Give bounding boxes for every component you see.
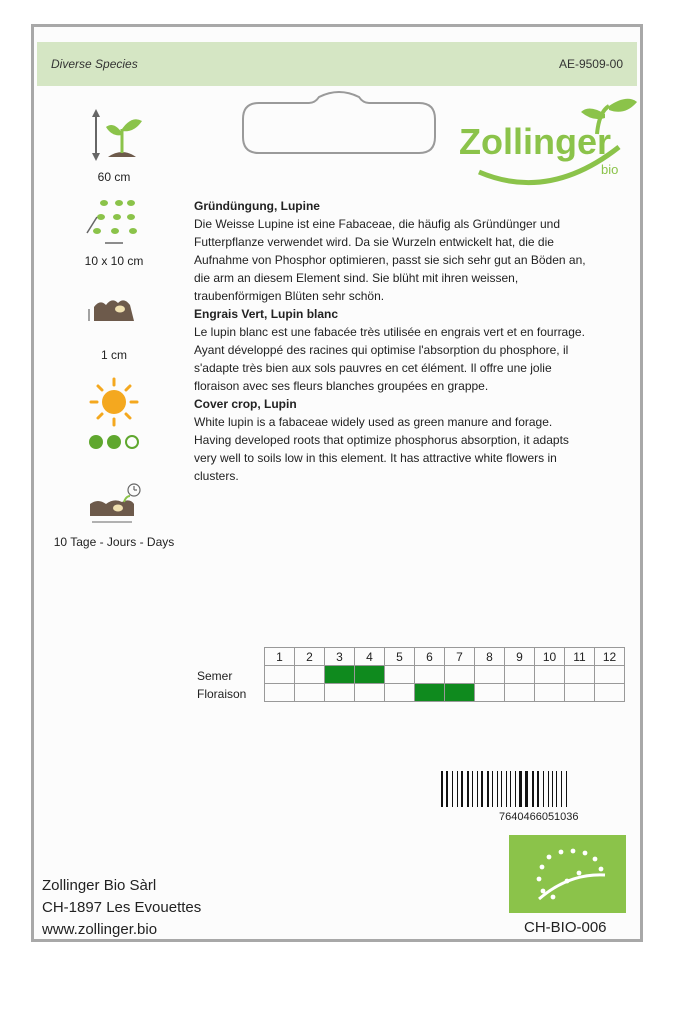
eu-leaf-stars-icon (509, 835, 626, 913)
calendar-cell (505, 684, 535, 702)
calendar-cell (445, 666, 475, 684)
barcode-bar (501, 771, 502, 807)
logo-brand-text: Zollinger (459, 121, 611, 162)
calendar-cell (535, 666, 565, 684)
barcode-bar (519, 771, 522, 807)
calendar-month-11: 11 (565, 648, 595, 666)
de-title: Gründüngung, Lupine (194, 199, 320, 213)
calendar-row-bloom (265, 684, 625, 702)
germination-block (44, 482, 184, 549)
barcode-bar (452, 771, 453, 807)
description (194, 197, 589, 485)
calendar-month-9: 9 (505, 648, 535, 666)
barcode-bar (492, 771, 493, 807)
calendar-month-6: 6 (415, 648, 445, 666)
calendar-cell (385, 684, 415, 702)
barcode-bar (510, 771, 511, 807)
calendar-cell (295, 684, 325, 702)
spacing-value: 10 x 10 cm (84, 254, 144, 268)
calendar-cell (475, 684, 505, 702)
barcode-number: 7640466051036 (499, 811, 579, 823)
barcode-bar (543, 771, 544, 807)
eu-organic-logo (509, 835, 626, 913)
barcode-bar (556, 771, 557, 807)
barcode-bar (477, 771, 478, 807)
calendar-cell (265, 684, 295, 702)
company-website[interactable]: www.zollinger.bio (42, 921, 158, 938)
seed-packet (31, 24, 643, 942)
zollinger-logo (459, 92, 639, 202)
company-address (42, 875, 201, 941)
fr-title: Engrais Vert, Lupin blanc (194, 307, 339, 321)
calendar-labels (197, 667, 246, 703)
calendar-month-3: 3 (325, 648, 355, 666)
logo-sub-text: bio (601, 162, 619, 177)
depth-block (54, 295, 174, 362)
barcode-bar (537, 771, 539, 807)
bio-certification-code: CH-BIO-006 (524, 919, 607, 936)
plant-spacing-icon (79, 197, 149, 249)
barcode-bar (457, 771, 458, 807)
barcode-bar (532, 771, 534, 807)
logo-sprout-icon (459, 92, 639, 202)
barcode-bar (552, 771, 553, 807)
row-label-sow: Semer (197, 669, 233, 683)
calendar-month-5: 5 (385, 648, 415, 666)
calendar-cell (535, 684, 565, 702)
calendar-cell (475, 666, 505, 684)
barcode-bar (481, 771, 483, 807)
calendar-cell (445, 684, 475, 702)
height-block (54, 109, 174, 184)
calendar-month-4: 4 (355, 648, 385, 666)
de-text: Die Weisse Lupine ist eine Fabaceae, die häufig als Gründünger und Futterpflanze verwendet wird. Da sie Wurzeln entwickelt hat, die die Aufnahme von Phosphor optimieren, passt sie sich sehr gut an Böden an, die arm an diesem Element sind. Sie blüht mit ihren weissen, traubenförmigen Blüten sehr schön. (194, 217, 586, 303)
calendar-cell (595, 666, 625, 684)
calendar-cell (295, 666, 325, 684)
calendar-cell (265, 666, 295, 684)
germination-value: 10 Tage - Jours - Days (53, 535, 175, 549)
calendar-cell (355, 684, 385, 702)
spacing-block (54, 197, 174, 268)
calendar-cell (385, 666, 415, 684)
calendar-row-sow (265, 666, 625, 684)
row-label-bloom: Floraison (197, 687, 247, 701)
calendar-cell (595, 684, 625, 702)
calendar-month-row (265, 648, 625, 666)
calendar-cell (415, 684, 445, 702)
barcode-bar (548, 771, 549, 807)
barcode-bar (461, 771, 463, 807)
height-value: 60 cm (97, 170, 131, 184)
calendar-cell (415, 666, 445, 684)
company-location: CH-1897 Les Evouettes (42, 899, 202, 916)
sowing-depth-icon (84, 295, 144, 325)
barcode-bar (487, 771, 489, 807)
company-name: Zollinger Bio Sàrl (42, 877, 157, 894)
barcode-bar (472, 771, 473, 807)
calendar-month-1: 1 (265, 648, 295, 666)
hang-tab-outline (239, 89, 439, 157)
calendar-month-2: 2 (295, 648, 325, 666)
water-need-icon (87, 433, 141, 451)
calendar-month-10: 10 (535, 648, 565, 666)
water-block (54, 433, 174, 454)
barcode-bar (467, 771, 469, 807)
en-title: Cover crop, Lupin (194, 397, 297, 411)
species-label: Diverse Species (51, 57, 138, 71)
sowing-calendar (264, 647, 625, 702)
calendar-cell (505, 666, 535, 684)
calendar-cell (355, 666, 385, 684)
en-text: White lupin is a fabaceae widely used as green manure and forage. Having developed roots that optimize phosphorus absorption, it adapts very well to soils low in this element. It has attractive white flowers in clusters. (194, 415, 569, 483)
barcode-bar (506, 771, 507, 807)
barcode-bar (525, 771, 528, 807)
fr-text: Le lupin blanc est une fabacée très utilisée en engrais vert et en fourrage. Ayant développé des racines qui optimise l'absorption du phosphore, il s'adapte très bien aux sols pauvres en cet élément. Il offre une jolie floraison avec ses fleurs blanches groupées en grappe. (194, 325, 585, 393)
barcode-bar (497, 771, 498, 807)
germination-time-icon (84, 482, 144, 526)
calendar-month-12: 12 (595, 648, 625, 666)
calendar-cell (565, 684, 595, 702)
barcode-bar (441, 771, 443, 807)
plant-height-icon (74, 109, 154, 163)
depth-value: 1 cm (100, 348, 127, 362)
calendar-cell (565, 666, 595, 684)
full-sun-icon (89, 377, 139, 427)
barcode-bar (446, 771, 448, 807)
sun-block (54, 377, 174, 430)
header-bar (37, 42, 637, 86)
calendar-cell (325, 684, 355, 702)
barcode (439, 771, 619, 809)
calendar-month-8: 8 (475, 648, 505, 666)
barcode-bar (561, 771, 562, 807)
barcode-bar (566, 771, 567, 807)
calendar-cell (325, 666, 355, 684)
calendar-month-7: 7 (445, 648, 475, 666)
barcode-bar (515, 771, 516, 807)
product-code: AE-9509-00 (558, 57, 623, 71)
